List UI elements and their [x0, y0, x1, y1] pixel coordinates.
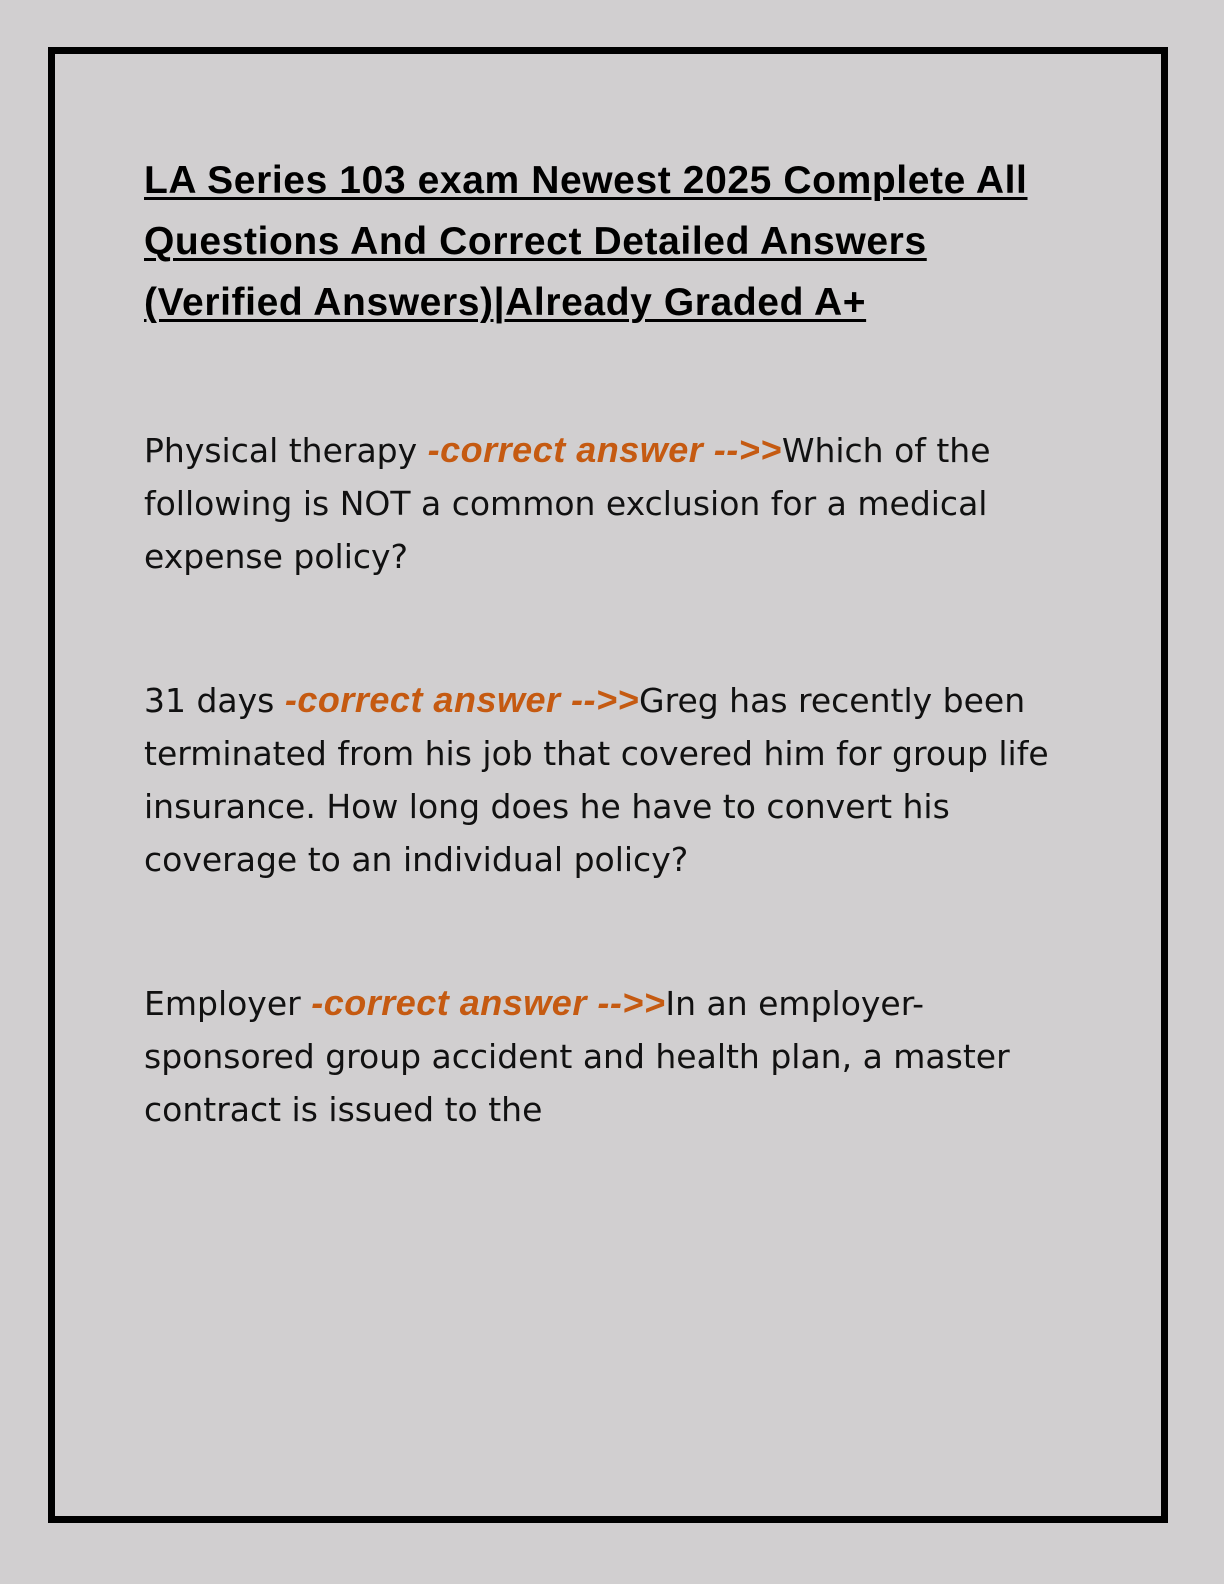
correct-answer-marker: -correct answer -->>	[284, 679, 640, 720]
document-title: LA Series 103 exam Newest 2025 Complete All Questions And Correct Detailed Answers (Verified Answers)|Already Graded A+	[144, 159, 1028, 324]
question-text: Greg has recently been terminated from his job that covered him for group life insurance. How long does he have to convert his coverage to an individual policy?	[144, 681, 1049, 879]
qa-entry	[144, 976, 1084, 1136]
correct-answer-marker: -correct answer -->>	[427, 429, 782, 470]
correct-answer-marker: -correct answer -->>	[311, 982, 666, 1023]
answer-text: Employer	[144, 984, 301, 1023]
document-body	[144, 150, 1084, 1136]
question-text: Which of the following is NOT a common exclusion for a medical expense policy?	[144, 431, 991, 576]
question-text: In an employer-sponsored group accident and health plan, a master contract is issued to the	[144, 984, 1010, 1129]
answer-text: Physical therapy	[144, 431, 418, 470]
qa-entry	[144, 673, 1084, 886]
qa-entry	[144, 423, 1084, 583]
answer-text: 31 days	[144, 681, 275, 720]
